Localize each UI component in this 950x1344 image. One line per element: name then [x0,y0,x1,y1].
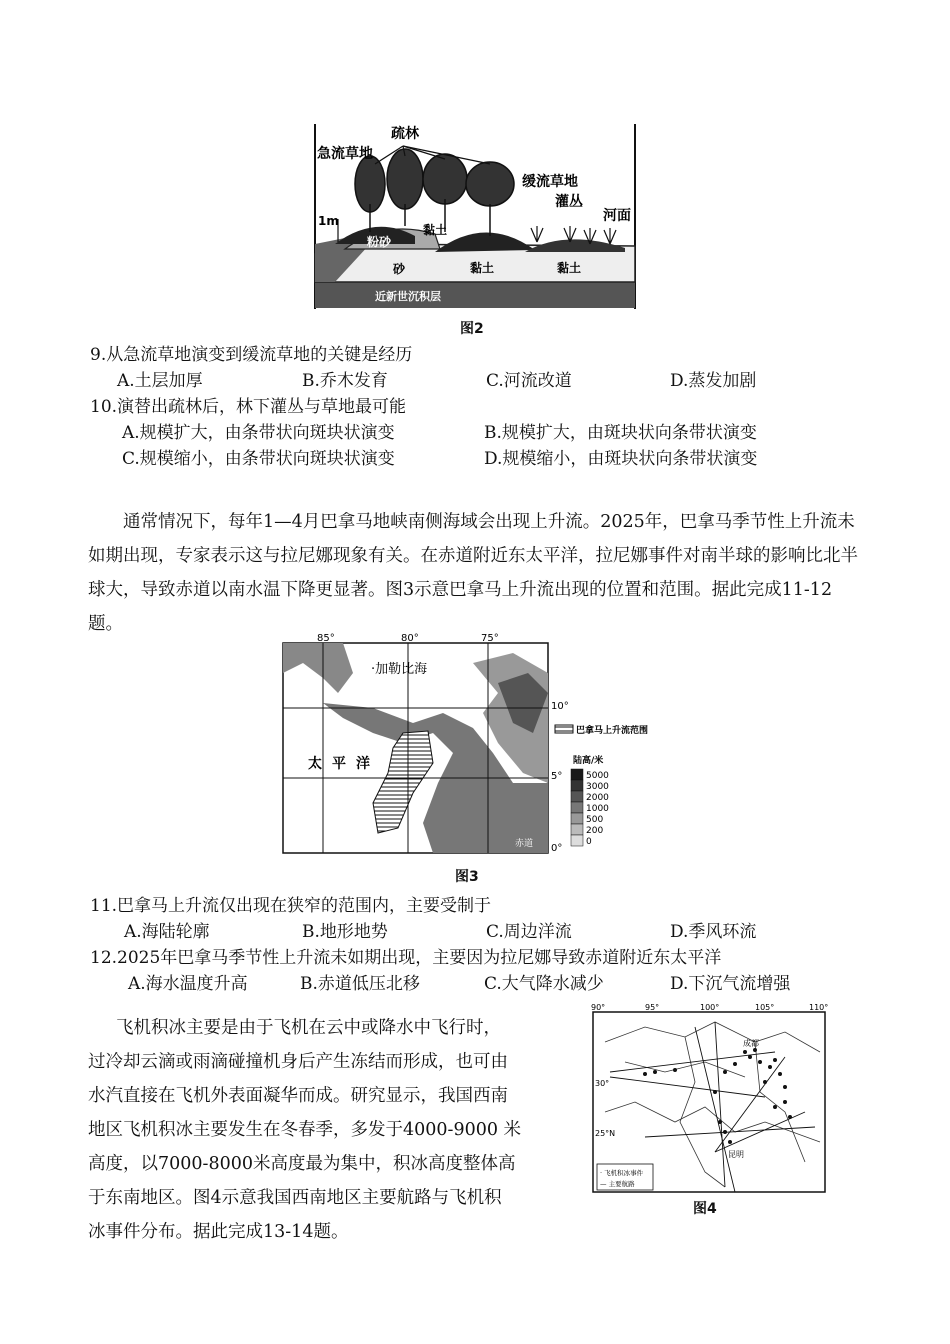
fig3-legend-swatch [571,835,583,846]
q10-option-a: A.规模扩大，由条带状向斑块状演变 [122,423,395,443]
q11-option-b: B.地形地势 [302,922,388,942]
fig4-map [585,1002,833,1197]
fig2-label-rapid-grass: 急流草地 [317,146,373,162]
fig3-legend-level-label: 0 [586,837,592,847]
fig2-diagram [305,124,640,314]
fig4-lon-105: 105° [755,1003,775,1012]
fig3-legend-swatch [571,791,583,802]
q10-option-d: D.规模缩小，由斑块状向条带状演变 [484,449,758,469]
q12-option-d: D.下沉气流增强 [670,974,791,994]
fig4-lon-110: 110° [809,1003,829,1012]
fig3-legend-swatch [571,802,583,813]
passage-panama: 通常情况下，每年1—4月巴拿马地峡南侧海域会出现上升流。2025年，巴拿马季节性上升流未如期出现，专家表示这与拉尼娜现象有关。在赤道附近东太平洋，拉尼娜事件对南半球的影响比北半球大，导致赤道以南水温下降更显著。图3示意巴拿马上升流出现的位置和范围。据此完成11-12题。 [88,512,858,634]
fig3-legend-swatch [571,813,583,824]
fig4-lon-90: 90° [591,1003,606,1012]
fig3-legend-level-label: 5000 [586,771,609,781]
fig3-legend-level-label: 500 [586,815,604,825]
fig4-legend-route: — 主要航路 [600,1180,635,1188]
fig3-legend-elev-title: 陆高/米 [573,756,604,766]
fig3-map [283,633,649,858]
fig3-lon-75: 75° [481,633,499,644]
fig2-label-bottom: 近新世沉积层 [375,290,441,303]
passage-aircraft-icing [88,1011,568,1249]
q12-option-a: A.海水温度升高 [128,974,248,994]
q9-stem: 9.从急流草地演变到缓流草地的关键是经历 [90,345,413,365]
fig3-pacific: 太平洋 [308,756,380,772]
fig4-lat-30: 30° [595,1079,610,1088]
passage3-line: 地区飞机积冰主要发生在冬春季，多发于4000-9000 米 [88,1120,522,1140]
fig2-label-clay3: 黏土 [557,261,582,275]
fig3-caribbean: ·加勒比海 [371,662,428,677]
fig3-legend-level-label: 2000 [586,793,609,803]
fig2-label-silt: 粉砂 [367,235,392,249]
fig2-label-clay2: 黏土 [470,261,495,275]
q9-option-a: A.土层加厚 [117,371,203,391]
fig3-caption: 图3 [455,869,479,885]
fig3-legend-swatch [571,780,583,791]
fig2-label-river-surface: 河面 [603,208,631,224]
fig3-legend-level-label: 3000 [586,782,609,792]
fig3-legend-level-label: 200 [586,826,604,836]
passage3-line: 飞机积冰主要是由于飞机在云中或降水中飞行时， [116,1018,501,1038]
passage3-line: 过冷却云滴或雨滴碰撞机身后产生冻结而形成，也可由 [88,1052,508,1072]
fig2-caption: 图2 [460,321,484,337]
passage3-line: 于东南地区。图4示意我国西南地区主要航路与飞机积 [88,1188,502,1208]
fig2-label-sparse-forest: 疏林 [391,126,419,142]
q12-option-c: C.大气降水减少 [484,974,604,994]
fig3-lat-0: 0° [551,843,563,854]
fig4-lat-25: 25°N [595,1129,616,1138]
fig3-equator: 赤道 [515,839,534,849]
fig2-label-sand: 砂 [393,262,406,276]
fig3-legend-upwelling-swatch [555,725,573,733]
q10-option-c: C.规模缩小，由条带状向斑块状演变 [122,449,395,469]
q11-option-a: A.海陆轮廓 [124,922,210,942]
fig4-city-kunming: 昆明 [728,1150,744,1159]
fig4-legend-icing: · 飞机积冰事件 [600,1169,644,1177]
figure-2 [305,124,640,314]
q11-option-d: D.季风环流 [670,922,757,942]
q11-option-c: C.周边洋流 [486,922,572,942]
figure-4 [585,1002,833,1197]
passage3-line: 水汽直接在飞机外表面凝华而成。研究显示，我国西南 [88,1086,508,1106]
q9-option-d: D.蒸发加剧 [670,371,757,391]
q10-stem: 10.演替出疏林后，林下灌丛与草地最可能 [90,397,407,417]
fig3-legend-level-label: 1000 [586,804,609,814]
fig3-legend-levels [571,769,609,847]
fig2-label-slow-grass: 缓流草地 [522,174,578,190]
fig3-lat-10: 10° [551,701,569,712]
q11-stem: 11.巴拿马上升流仅出现在狭窄的范围内，主要受制于 [90,896,492,916]
fig3-legend-swatch [571,769,583,780]
q9-option-b: B.乔木发育 [302,371,388,391]
fig4-lon-95: 95° [645,1003,660,1012]
q12-option-b: B.赤道低压北移 [300,974,420,994]
q12-stem: 12.2025年巴拿马季节性上升流未如期出现，主要因为拉尼娜导致赤道附近东太平洋 [90,948,722,968]
fig2-label-shrub: 灌丛 [555,194,583,210]
fig3-lat-5: 5° [551,771,563,782]
fig3-lon-80: 80° [401,633,419,644]
fig4-city-chengdu: 成都 [743,1039,759,1048]
fig2-label-scale: 1m [318,214,339,228]
q9-option-c: C.河流改道 [486,371,572,391]
fig3-legend-title: 巴拿马上升流范围 [576,726,649,736]
passage3-line: 高度，以7000-8000米高度最为集中，积冰高度整体高 [88,1154,516,1174]
fig2-label-clay1: 黏土 [423,223,448,237]
figure-3 [283,633,649,858]
fig4-lon-100: 100° [700,1003,720,1012]
fig3-lon-85: 85° [317,633,335,644]
q10-option-b: B.规模扩大，由斑块状向条带状演变 [484,423,757,443]
fig3-legend-swatch [571,824,583,835]
passage3-line: 冰事件分布。据此完成13-14题。 [88,1222,349,1242]
fig4-caption: 图4 [693,1201,717,1217]
